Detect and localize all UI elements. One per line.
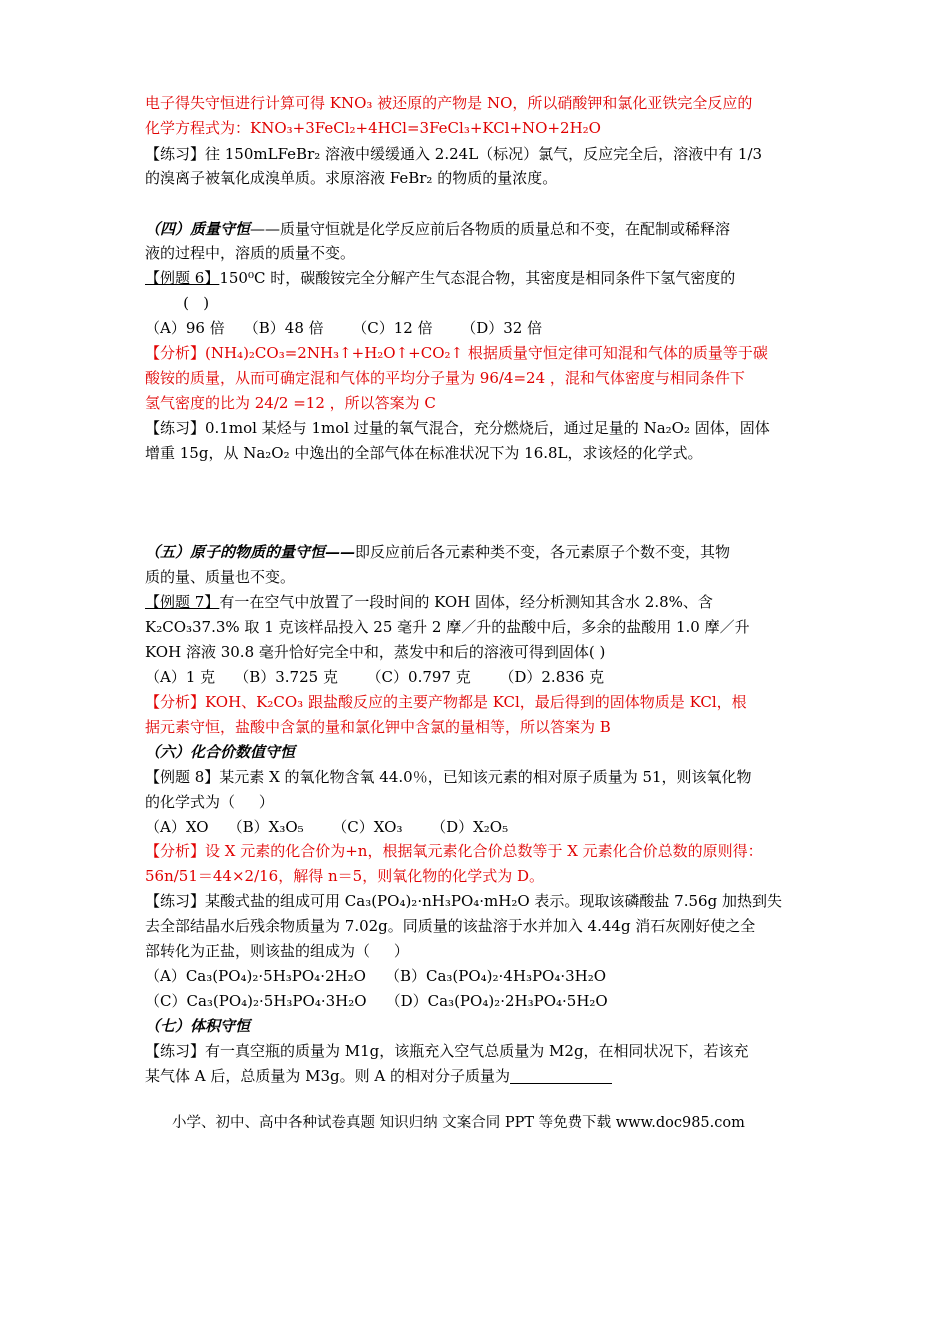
options-line: （A）Ca₃(PO₄)₂·5H₃PO₄·2H₂O （B）Ca₃(PO₄)₂·4H₃PO₄·3H₂O — [145, 967, 607, 985]
text-line: 质的量、质量也不变。 — [145, 568, 296, 586]
text-line: 某气体 A 后，总质量为 M3g。则 A 的相对分子质量为 — [145, 1067, 511, 1085]
analysis-line: 据元素守恒，盐酸中含氯的量和氯化钾中含氯的量相等，所以答案为 B — [145, 718, 611, 736]
answer-blank — [510, 1068, 612, 1084]
analysis-line: 56n/51＝44×2/16，解得 n＝5，则氧化物的化学式为 D。 — [145, 867, 544, 885]
text-line: 【例题 8】某元素 X 的氧化物含氧 44.0％，已知该元素的相对原子质量为 51，则该氧化物 — [145, 768, 752, 786]
footer-text: 小学、初中、高中各种试卷真题 知识归纳 文案合同 PPT 等免费下载 www.doc985.com — [172, 1115, 745, 1131]
text-line: 150⁰C 时，碳酸铵完全分解产生气态混合物，其密度是相同条件下氢气密度的 — [219, 269, 736, 287]
options-line: （A）XO （B）X₃O₅ （C）XO₃ （D）X₂O₅ — [145, 818, 509, 836]
analysis-line: 【分析】(NH₄)₂CO₃=2NH₃↑+H₂O↑+CO₂↑ 根据质量守恒定律可知混和气体的质量等于碳 — [145, 344, 768, 362]
text-line: ——质量守恒就是化学反应前后各物质的质量总和不变，在配制或稀释溶 — [250, 220, 731, 238]
options-line: （C）Ca₃(PO₄)₂·5H₃PO₄·3H₂O （D）Ca₃(PO₄)₂·2H₃PO₄·5H₂O — [145, 992, 608, 1010]
section-five-line — [145, 542, 815, 562]
text-line: 化学方程式为：KNO₃+3FeCl₂+4HCl=3FeCl₃+KCl+NO+2H₂O — [145, 119, 601, 137]
text-line: 液的过程中，溶质的质量不变。 — [145, 244, 356, 262]
text-line: 增重 15g，从 Na₂O₂ 中逸出的全部气体在标准状况下为 16.8L，求该烃的化学式。 — [145, 444, 703, 462]
section-seven-line — [145, 1016, 815, 1036]
text-line: 【练习】某酸式盐的组成可用 Ca₃(PO₄)₂·nH₃PO₄·mH₂O 表示。现取该磷酸盐 7.56g 加热到失 — [145, 892, 782, 910]
analysis-line: 酸铵的质量，从而可确定混和气体的平均分子量为 96/4=24 ，混和气体密度与相同条件下 — [145, 369, 745, 387]
section-heading: （六）化合价数值守恒 — [145, 743, 296, 761]
section-six-line — [145, 742, 815, 762]
section-heading: （五）原子的物质的量守恒—— — [145, 543, 356, 561]
section-heading: （七）体积守恒 — [145, 1017, 251, 1035]
analysis-line: 【分析】KOH、K₂CO₃ 跟盐酸反应的主要产物都是 KCl，最后得到的固体物质是 KCl，根 — [145, 693, 747, 711]
example-label: 【例题 6】 — [145, 269, 220, 287]
text-line: 【练习】往 150mLFeBr₂ 溶液中缓缓通入 2.24L（标况）氯气，反应完全后，溶液中有 1/3 — [145, 145, 763, 163]
options-line: （A）1 克 （B）3.725 克 （C）0.797 克 （D）2.836 克 — [145, 668, 605, 686]
section-heading: （四）质量守恒 — [145, 220, 251, 238]
text-line: 【练习】0.1mol 某烃与 1mol 过量的氧气混合，充分燃烧后，通过足量的 Na₂O₂ 固体，固体 — [145, 419, 770, 437]
example-6-line — [145, 268, 815, 288]
text-line: 即反应前后各元素种类不变，各元素原子个数不变，其物 — [355, 543, 731, 561]
example-7-line — [145, 592, 815, 612]
text-line: 部转化为正盐，则该盐的组成为（ ） — [145, 942, 409, 960]
analysis-line: 【分析】设 X 元素的化合价为+n，根据氧元素化合价总数等于 X 元素化合价总数的原则得： — [145, 842, 763, 860]
text-line: 有一在空气中放置了一段时间的 KOH 固体，经分析测知其含水 2.8%、含 — [219, 593, 713, 611]
fill-in-line — [145, 1066, 815, 1086]
example-label: 【例题 7】 — [145, 593, 220, 611]
analysis-line: 氢气密度的比为 24/2 =12 ，所以答案为 C — [145, 394, 436, 412]
section-four-line — [145, 219, 815, 239]
text-line: 电子得失守恒进行计算可得 KNO₃ 被还原的产物是 NO，所以硝酸钾和氯化亚铁完全反应的 — [145, 94, 753, 112]
text-line: 【练习】有一真空瓶的质量为 M1g，该瓶充入空气总质量为 M2g，在相同状况下，若该充 — [145, 1042, 749, 1060]
text-line: K₂CO₃37.3% 取 1 克该样品投入 25 毫升 2 摩／升的盐酸中后，多余的盐酸用 1.0 摩／升 — [145, 618, 750, 636]
text-line: 的化学式为（ ） — [145, 793, 274, 811]
text-line: 的溴离子被氧化成溴单质。求原溶液 FeBr₂ 的物质的量浓度。 — [145, 169, 558, 187]
options-line: （A）96 倍 （B）48 倍 （C）12 倍 （D）32 倍 — [145, 319, 543, 337]
text-line: 去全部结晶水后残余物质量为 7.02g。同质量的该盐溶于水并加入 4.44g 消石灰刚好使之全 — [145, 917, 756, 935]
answer-paren: ( ) — [145, 294, 210, 312]
text-line: KOH 溶液 30.8 毫升恰好完全中和，蒸发中和后的溶液可得到固体( ) — [145, 643, 606, 661]
